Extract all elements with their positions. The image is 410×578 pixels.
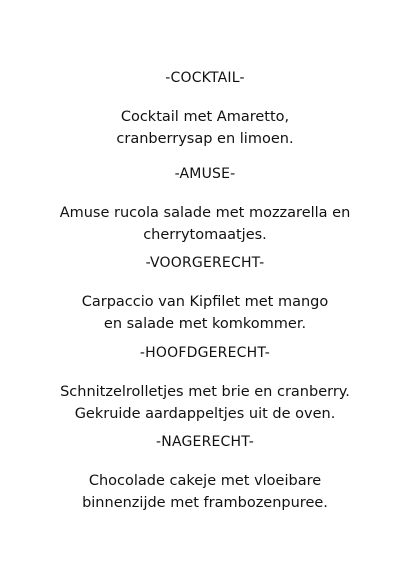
course-line: cranberrysap en limoen. — [116, 131, 294, 147]
course-line: Cocktail met Amaretto, — [120, 109, 290, 125]
spacer — [0, 274, 410, 291]
course-line: Gekruide aardappeltjes uit de oven. — [74, 406, 336, 422]
course-hoofdgerecht — [0, 342, 410, 425]
spacer — [0, 453, 410, 470]
course-description-hoofdgerecht — [0, 381, 410, 425]
course-heading-hoofdgerecht: -HOOFDGERECHT- — [139, 345, 271, 361]
course-line: Carpaccio van Kipfilet met mango — [81, 294, 329, 310]
spacer — [0, 89, 410, 106]
course-description-cocktail — [0, 106, 410, 150]
spacer — [0, 364, 410, 381]
course-line: binnenzijde met frambozenpuree. — [82, 495, 328, 511]
course-line: Chocolade cakeje met vloeibare — [88, 473, 322, 489]
course-heading-cocktail: -COCKTAIL- — [165, 70, 245, 86]
course-description-amuse — [0, 202, 410, 246]
course-heading-voorgerecht: -VOORGERECHT- — [145, 255, 265, 271]
spacer — [0, 185, 410, 202]
course-amuse — [0, 163, 410, 246]
course-heading-nagerecht: -NAGERECHT- — [156, 434, 254, 450]
course-line: cherrytomaatjes. — [143, 227, 267, 243]
course-nagerecht — [0, 431, 410, 514]
course-line: Amuse rucola salade met mozzarella en — [59, 205, 351, 221]
course-line: en salade met komkommer. — [103, 316, 307, 332]
course-cocktail — [0, 67, 410, 150]
course-voorgerecht — [0, 252, 410, 335]
course-heading-amuse: -AMUSE- — [174, 166, 236, 182]
course-description-nagerecht — [0, 470, 410, 514]
course-line: Schnitzelrolletjes met brie en cranberry. — [60, 384, 350, 400]
course-description-voorgerecht — [0, 291, 410, 335]
